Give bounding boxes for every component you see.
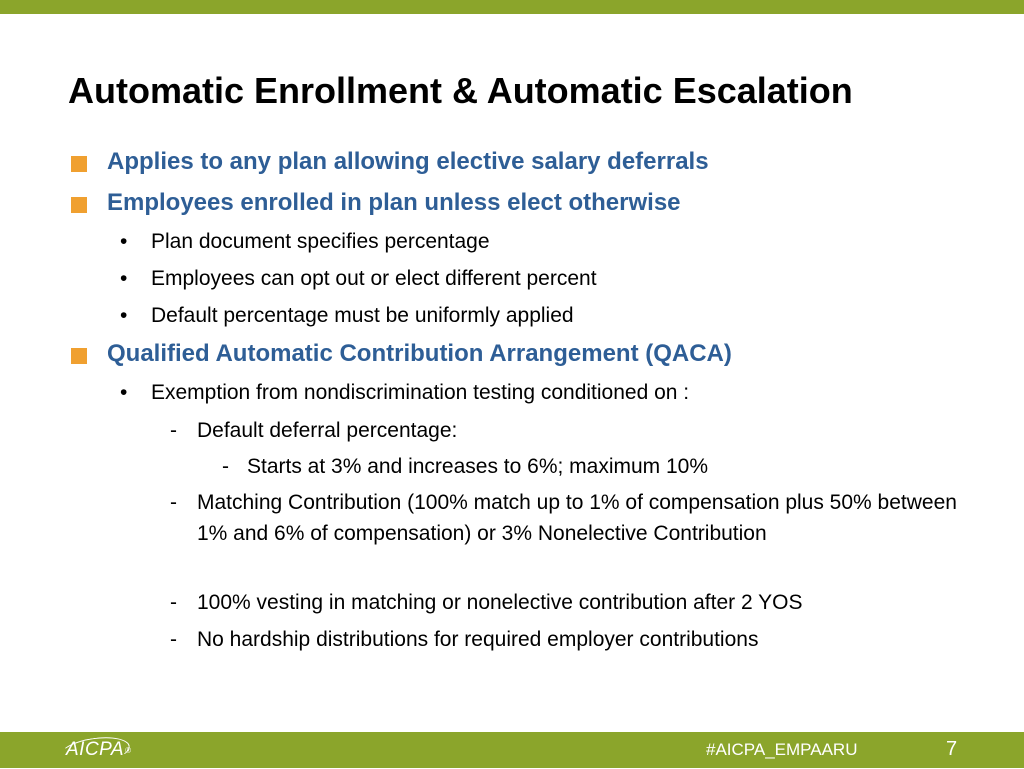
footer-hashtag: #AICPA_EMPAARU (706, 740, 858, 759)
bullet-level1: Employees enrolled in plan unless elect otherwise (107, 189, 681, 216)
dash-bullet-icon: - (170, 591, 177, 614)
square-bullet-icon (71, 197, 87, 213)
logo-text: AICPA (66, 739, 125, 760)
dot-bullet-icon: • (120, 267, 128, 290)
bullet-level1: Applies to any plan allowing elective salary deferrals (107, 148, 709, 175)
aicpa-logo (66, 739, 132, 761)
square-bullet-icon (71, 348, 87, 364)
bullet-level3: No hardship distributions for required employer contributions (197, 628, 759, 651)
dash-bullet-icon: - (170, 419, 177, 442)
dash-bullet-icon: - (170, 628, 177, 651)
dot-bullet-icon: • (120, 230, 128, 253)
bullet-level3: Matching Contribution (100% match up to 1% of compensation plus 50% between 1% and 6% of compensation) or 3% Nonelective Contribution (197, 491, 957, 545)
bullet-level2: Default percentage must be uniformly applied (151, 304, 574, 327)
bullet-level3: Default deferral percentage: (197, 419, 458, 442)
logo-registered-mark: ® (125, 745, 132, 755)
footer-bar (0, 732, 1024, 768)
bullet-level2: Plan document specifies percentage (151, 230, 490, 253)
dot-bullet-icon: • (120, 304, 128, 327)
bullet-level3: 100% vesting in matching or nonelective contribution after 2 YOS (197, 591, 803, 614)
bullet-level1: Qualified Automatic Contribution Arrangement (QACA) (107, 340, 732, 367)
bullet-level4: Starts at 3% and increases to 6%; maximum 10% (247, 455, 709, 478)
bullet-level2: Exemption from nondiscrimination testing conditioned on : (151, 381, 690, 404)
dash-bullet-icon: - (170, 491, 177, 514)
dash-bullet-icon: - (222, 455, 229, 478)
bullet-level2: Employees can opt out or elect different percent (151, 267, 597, 290)
square-bullet-icon (71, 156, 87, 172)
slide-title: Automatic Enrollment & Automatic Escalation (68, 70, 853, 111)
page-number: 7 (946, 738, 958, 760)
dot-bullet-icon: • (120, 381, 128, 404)
